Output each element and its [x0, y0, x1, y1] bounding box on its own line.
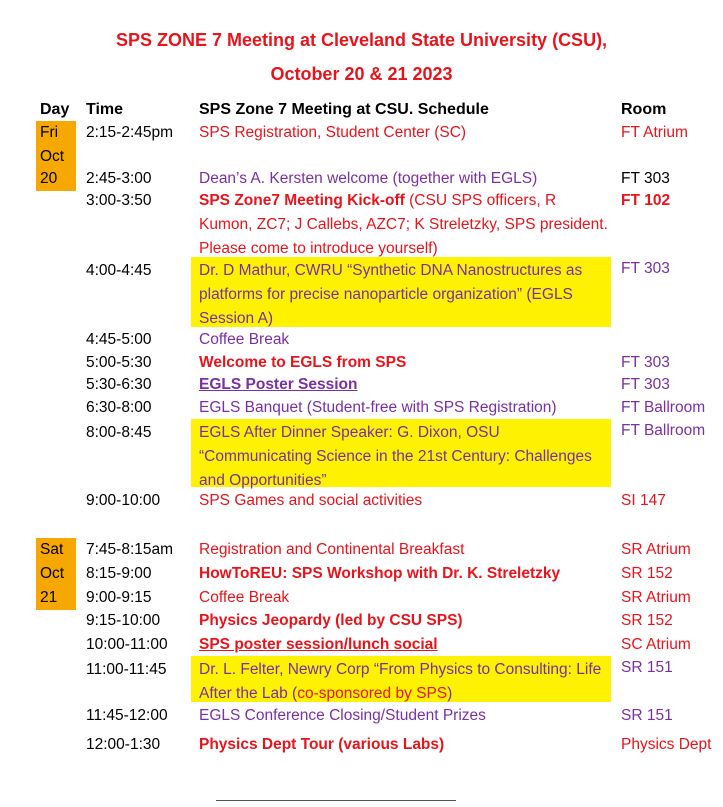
row-event: Physics Jeopardy (led by CSU SPS) — [199, 612, 463, 629]
row-room: SR 152 — [621, 612, 673, 629]
row-room: SR 151 — [621, 659, 673, 676]
event-detail: (CSU SPS officers, R Kumon, ZC7; J Callebs, AZC7; K Streletzky, SPS president. Please come to introduce yourself) — [199, 192, 608, 257]
row-event-link[interactable]: SPS poster session/lunch social — [199, 636, 438, 653]
row-room: FT Ballroom — [621, 399, 706, 416]
row-event-link[interactable]: EGLS Poster Session — [199, 376, 358, 393]
row-room: SR 152 — [621, 565, 673, 582]
event-cosponsor: co-sponsored by SPS — [297, 685, 448, 702]
event-bold: SPS Zone7 Meeting Kick-off — [199, 192, 405, 209]
row-event: Welcome to EGLS from SPS — [199, 354, 407, 371]
header-day: Day — [40, 101, 70, 118]
row-event-highlighted: Dr. D Mathur, CWRU “Synthetic DNA Nanostructures as platforms for precise nanoparticle organization” (EGLS Session A) — [191, 257, 611, 327]
row-time: 9:15-10:00 — [86, 612, 161, 629]
row-room: FT Ballroom — [621, 422, 706, 439]
row-time: 2:15-2:45pm — [86, 124, 174, 141]
header-time: Time — [86, 101, 124, 118]
row-time: 12:00-1:30 — [86, 736, 161, 753]
row-event — [199, 189, 609, 261]
row-time: 9:00-10:00 — [86, 492, 161, 509]
event-text: Dr. L. Felter, Newry Corp “From Physics to Consulting: Life After the Lab ( — [199, 661, 602, 702]
event-text-end: ) — [447, 685, 453, 702]
row-time: 5:00-5:30 — [86, 354, 152, 371]
row-time: 4:00-4:45 — [86, 262, 152, 279]
row-room: SR Atrium — [621, 541, 691, 558]
row-room: SI 147 — [621, 492, 666, 509]
row-time: 3:00-3:50 — [86, 192, 152, 209]
row-room: SR Atrium — [621, 589, 691, 606]
row-time: 5:30-6:30 — [86, 376, 152, 393]
row-event: Physics Dept Tour (various Labs) — [199, 736, 445, 753]
row-time: 8:00-8:45 — [86, 424, 152, 441]
row-event: Coffee Break — [199, 331, 290, 348]
row-time: 11:45-12:00 — [86, 707, 168, 724]
day1-month: Oct — [36, 145, 76, 169]
page-title: SPS ZONE 7 Meeting at Cleveland State University (CSU), — [115, 30, 608, 50]
row-event-highlighted: EGLS After Dinner Speaker: G. Dixon, OSU “Communicating Science in the 21st Century: Challenges and Opportunities” — [191, 419, 611, 487]
row-event: EGLS Banquet (Student-free with SPS Registration) — [199, 399, 557, 416]
header-schedule: SPS Zone 7 Meeting at CSU. Schedule — [199, 101, 489, 118]
row-event: Dean’s A. Kersten welcome (together with EGLS) — [199, 170, 538, 187]
day1-weekday: Fri — [36, 121, 76, 145]
row-room: FT 303 — [621, 170, 670, 187]
row-event: Coffee Break — [199, 589, 290, 606]
row-time: 6:30-8:00 — [86, 399, 152, 416]
row-room: FT 303 — [621, 354, 670, 371]
row-event: Registration and Continental Breakfast — [199, 541, 465, 558]
day2-weekday: Sat — [36, 538, 76, 562]
row-event: SPS Registration, Student Center (SC) — [199, 124, 467, 141]
row-time: 4:45-5:00 — [86, 331, 152, 348]
day1-date: 20 — [36, 167, 76, 191]
row-time: 11:00-11:45 — [86, 661, 167, 678]
row-room: FT 303 — [621, 260, 670, 277]
divider-line — [216, 800, 456, 801]
row-event: EGLS Conference Closing/Student Prizes — [199, 707, 486, 724]
row-room: SR 151 — [621, 707, 673, 724]
row-room: SC Atrium — [621, 636, 691, 653]
row-event-highlighted — [191, 656, 611, 702]
row-time: 7:45-8:15am — [86, 541, 174, 558]
row-room: FT Atrium — [621, 124, 688, 141]
row-room: Physics Dept — [621, 736, 712, 753]
row-time: 10:00-11:00 — [86, 636, 168, 653]
page-subtitle: October 20 & 21 2023 — [270, 64, 453, 84]
row-time: 8:15-9:00 — [86, 565, 152, 582]
row-event: SPS Games and social activities — [199, 492, 423, 509]
row-event: HowToREU: SPS Workshop with Dr. K. Streletzky — [199, 565, 561, 582]
header-room: Room — [621, 101, 667, 118]
day2-date: 21 — [36, 586, 76, 610]
row-room: FT 303 — [621, 376, 670, 393]
row-time: 9:00-9:15 — [86, 589, 152, 606]
row-room: FT 102 — [621, 192, 671, 209]
row-time: 2:45-3:00 — [86, 170, 152, 187]
day2-month: Oct — [36, 562, 76, 586]
